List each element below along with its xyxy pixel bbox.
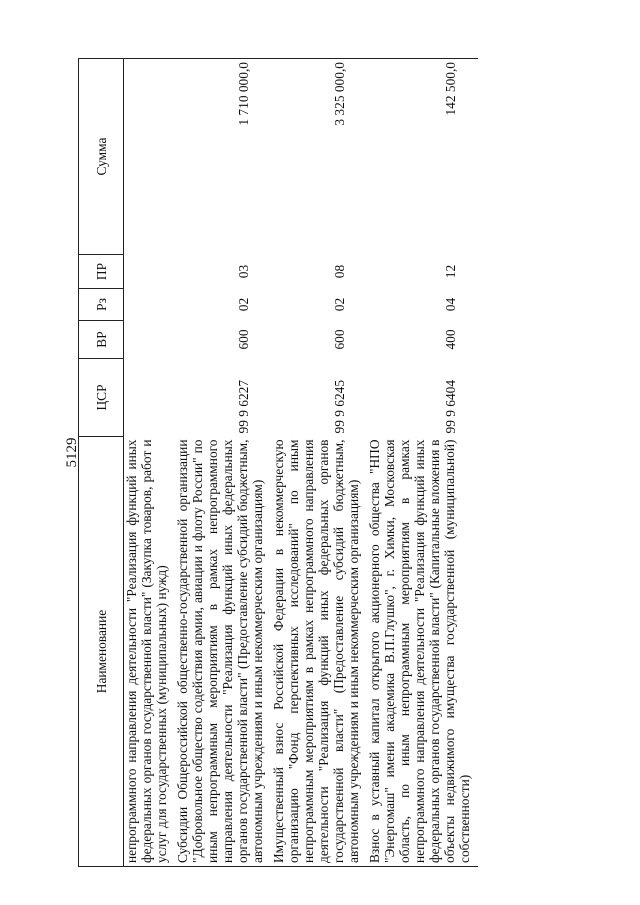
row-vr: 400 (443, 329, 458, 350)
table-header-row (79, 59, 124, 867)
row-name: Взнос в уставный капитал открытого акционерного общества "НПО "Энергомаш" имени академика В.П.Глушко", г. Химки, Московская область, по иным непрограммным мероприятиям в рамках непрограммного направления деятельности "Реализация функций иных федеральных органов государственной власти" (Капитальные вложения в объекты недвижимого имущества государственной (муниципальной) собственности) (367, 437, 478, 867)
row-vr (124, 321, 176, 359)
row-name: непрограммного направления деятельности "Реализация функций иных федеральных органов государственной власти" (Закупка товаров, работ и услуг для государственных (муниципальных) нужд) (124, 437, 176, 867)
row-name: Имущественный взнос Российской Федерации в некоммерческую организацию "Фонд перспективных исследований" по иным непрограммным мероприятиям в рамках непрограммного направления деятельности "Реализация функций иных федеральных органов государственной власти" (Предоставление субсидий бюджетным, автономным учреждениям и иным некоммерческим организациям) (271, 437, 367, 867)
row-rz: 02 (236, 297, 251, 312)
header-name: Наименование (79, 437, 124, 867)
row-sum: 1 710 000,0 (175, 59, 271, 255)
row-pr: 12 (443, 264, 458, 279)
page-number: 5129 (64, 437, 80, 468)
row-pr (124, 255, 176, 289)
table-row (175, 59, 271, 867)
row-pr: 08 (332, 264, 347, 279)
table-row (124, 59, 176, 867)
row-sum: 3 325 000,0 (271, 59, 367, 255)
row-vr: 600 (332, 329, 347, 350)
header-csr: ЦСР (79, 359, 124, 437)
row-vr: 600 (236, 329, 251, 350)
header-pr: ПР (79, 255, 124, 289)
row-rz: 02 (332, 297, 347, 312)
header-vr: ВР (79, 321, 124, 359)
row-csr (124, 359, 176, 437)
row-pr: 03 (236, 264, 251, 279)
row-name: Субсидии Общероссийской общественно-государственной организации "Добровольное общество содействия армии, авиации и флоту России" по иным непрограммным мероприятиям в рамках непрограммного направления деятельности "Реализация функций иных федеральных органов государственной власти" (Предоставление субсидий бюджетным, автономным учреждениям и иным некоммерческим организациям) (175, 437, 271, 867)
table-row (271, 59, 367, 867)
row-csr: 99 9 6245 (332, 379, 347, 434)
row-sum: 142 500,0 (367, 59, 478, 255)
row-rz (124, 289, 176, 321)
table-row (367, 59, 478, 867)
row-csr: 99 9 6404 (443, 379, 458, 434)
budget-table (78, 58, 478, 867)
header-sum: Сумма (79, 59, 124, 255)
header-rz: Рз (79, 289, 124, 321)
row-rz: 04 (443, 297, 458, 312)
row-csr: 99 9 6227 (236, 379, 251, 434)
row-sum (124, 59, 176, 255)
